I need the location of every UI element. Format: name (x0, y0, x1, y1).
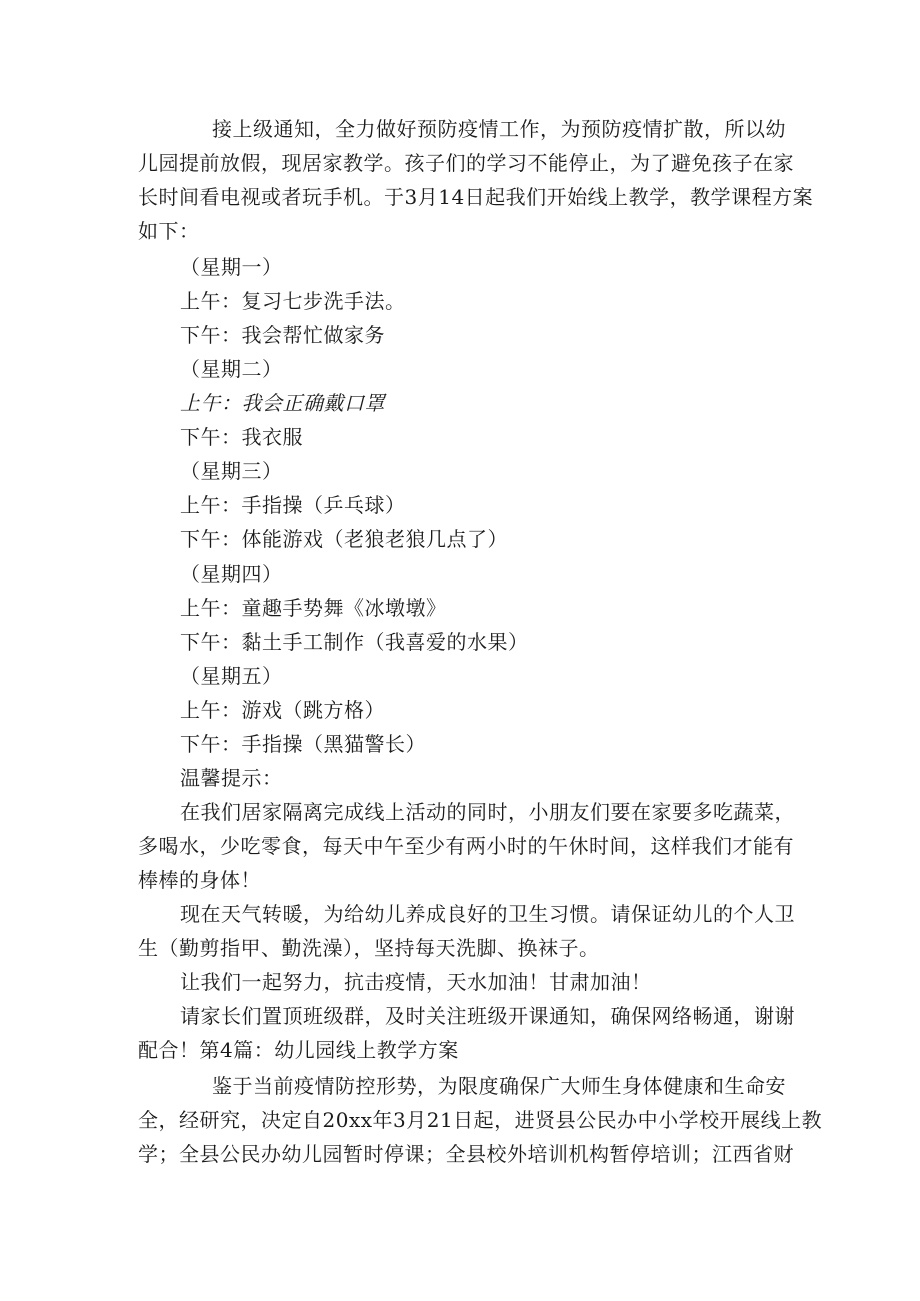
intro-line-4: 如下： (138, 219, 200, 243)
tip1-line-3: 棒棒的身体！ (138, 868, 261, 892)
tip1-line-1: 在我们居家隔离完成线上活动的同时，小朋友们要在家要多吃蔬菜， (180, 800, 795, 824)
tip2-line-2: 生（勤剪指甲、勤洗澡），坚持每天洗脚、换袜子。 (138, 936, 600, 960)
next-line-1: 鉴于当前疫情防控形势，为限度确保广大师生身体健康和生命安 (212, 1074, 786, 1098)
intro-line-2: 儿园提前放假，现居家教学。孩子们的学习不能停止，为了避免孩子在家 (138, 151, 794, 175)
schedule-day-friday: （星期五） (180, 664, 283, 688)
tip3-line: 让我们一起努力，抗击疫情，天水加油！甘肃加油！ (180, 970, 652, 994)
next-line-3: 学；全县公民办幼儿园暂时停课；全县校外培训机构暂停培训；江西省财 (138, 1142, 794, 1166)
schedule-am-thursday: 上午：童趣手势舞《冰墩墩》 (180, 596, 447, 620)
intro-line-3: 长时间看电视或者玩手机。于3月14日起我们开始线上教学，教学课程方案 (138, 185, 814, 209)
next-line-2: 全，经研究，决定自20xx年3月21日起，进贤县公民办中小学校开展线上教 (138, 1108, 823, 1132)
schedule-day-tuesday: （星期二） (180, 357, 283, 381)
tip4-line-2: 配合！第4篇：幼儿园线上教学方案 (138, 1038, 459, 1062)
schedule-pm-friday: 下午：手指操（黑猫警长） (180, 732, 426, 756)
schedule-pm-thursday: 下午：黏土手工制作（我喜爱的水果） (180, 630, 529, 654)
schedule-day-wednesday: （星期三） (180, 459, 283, 483)
tip4-line-1: 请家长们置顶班级群，及时关注班级开课通知，确保网络畅通，谢谢 (180, 1004, 795, 1028)
schedule-am-tuesday: 上午：我会正确戴口罩 (180, 391, 385, 415)
schedule-am-monday: 上午：复习七步洗手法。 (180, 289, 406, 313)
schedule-day-monday: （星期一） (180, 255, 283, 279)
schedule-pm-monday: 下午：我会帮忙做家务 (180, 323, 385, 347)
intro-line-1: 接上级通知，全力做好预防疫情工作，为预防疫情扩散，所以幼 (212, 117, 786, 141)
schedule-pm-tuesday: 下午：我衣服 (180, 425, 303, 449)
schedule-am-wednesday: 上午：手指操（乒乓球） (180, 493, 406, 517)
tip2-line-1: 现在天气转暖，为给幼儿养成良好的卫生习惯。请保证幼儿的个人卫 (180, 902, 795, 926)
schedule-am-friday: 上午：游戏（跳方格） (180, 698, 385, 722)
schedule-pm-wednesday: 下午：体能游戏（老狼老狼几点了） (180, 527, 508, 551)
tip1-line-2: 多喝水，少吃零食，每天中午至少有两小时的午休时间，这样我们才能有 (138, 834, 794, 858)
schedule-day-thursday: （星期四） (180, 562, 283, 586)
tips-title: 温馨提示： (180, 766, 283, 790)
